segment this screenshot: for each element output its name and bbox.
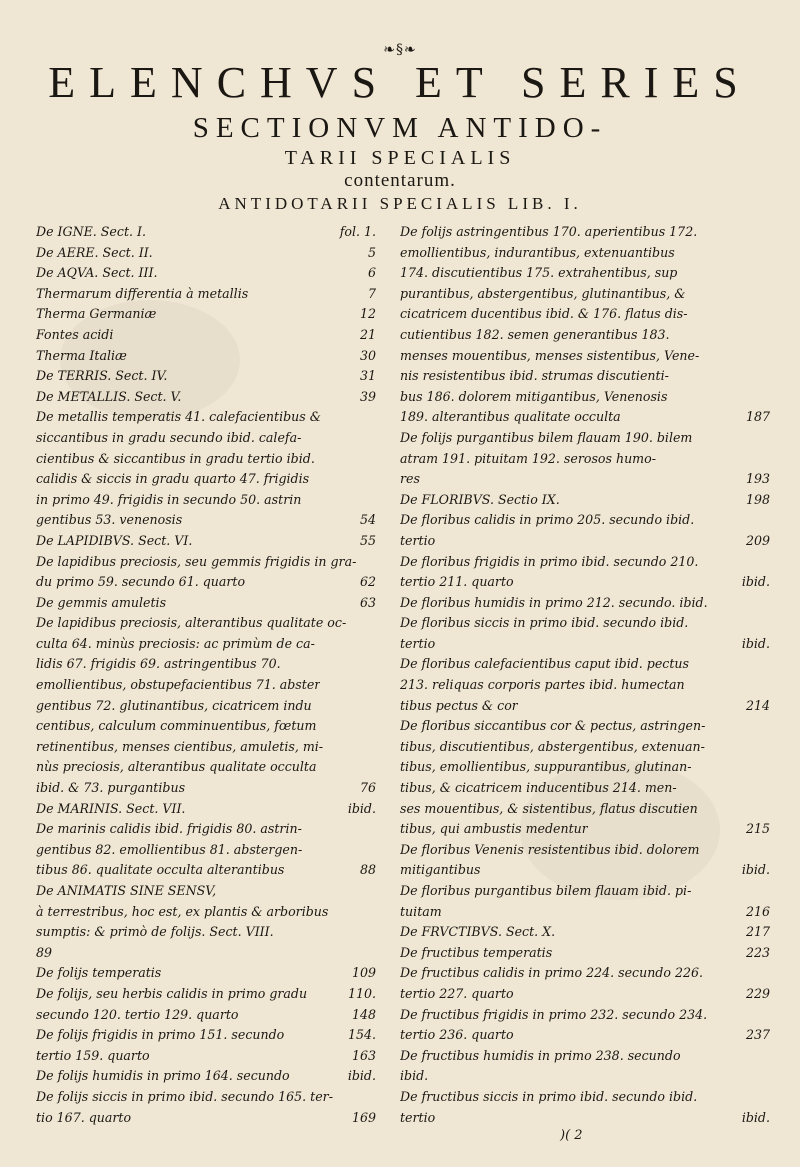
- index-entry: [400, 819, 770, 840]
- running-head: ANTIDOTARII SPECIALIS LIB. I.: [218, 194, 582, 213]
- catchword: )( 2: [560, 1128, 583, 1143]
- entry-page: 30: [359, 347, 376, 363]
- index-entry: [400, 531, 770, 552]
- index-entry: [36, 819, 376, 840]
- entry-page: 88: [359, 862, 376, 878]
- entry-text: tertio 211. quarto: [400, 574, 514, 590]
- entry-text: De folijs astringentibus 170. aperientibus 172.: [400, 224, 698, 239]
- index-entry: [36, 1046, 376, 1067]
- entry-text: De AQVA. Sect. III.: [36, 265, 158, 281]
- entry-page: 215: [745, 821, 770, 837]
- index-entry: [36, 263, 376, 284]
- entry-text: De folijs purgantibus bilem flauam 190. bilem: [400, 429, 693, 445]
- entry-page: 109: [351, 965, 376, 981]
- index-entry: [36, 902, 376, 923]
- entry-text: purantibus, abstergentibus, glutinantibus, &: [400, 285, 686, 301]
- entry-text: lidis 67. frigidis 69. astringentibus 70.: [36, 656, 281, 672]
- entry-text: sumptis: & primò de folijs. Sect. VIII.: [36, 924, 274, 940]
- index-entry: [400, 572, 770, 593]
- entry-text: De folijs siccis in primo ibid. secundo 165. ter-: [36, 1088, 333, 1104]
- index-entry: [400, 922, 770, 943]
- header-ornament: ❧§❧: [383, 42, 417, 58]
- entry-text: De fructibus calidis in primo 224. secundo 226.: [400, 965, 704, 981]
- index-entry: [36, 675, 376, 696]
- entry-page: 148: [351, 1006, 376, 1022]
- entry-text: Thermarum differentia à metallis: [36, 285, 249, 301]
- index-entry: [400, 1005, 770, 1026]
- index-entry: [36, 572, 376, 593]
- entry-text: du primo 59. secundo 61. quarto: [36, 574, 246, 590]
- index-entry: [400, 1066, 770, 1087]
- index-entry: [400, 1087, 770, 1108]
- index-entry: [36, 366, 376, 387]
- entry-text: siccantibus in gradu secundo ibid. calefa-: [36, 429, 302, 445]
- title-line-2: SECTIONVM ANTIDO-: [192, 112, 608, 144]
- index-entry: [36, 1087, 376, 1108]
- index-entry: [36, 716, 376, 737]
- index-entry: [400, 737, 770, 758]
- index-entry: [36, 984, 376, 1005]
- entry-text: tertio 159. quarto: [36, 1047, 150, 1063]
- entry-text: retinentibus, menses cientibus, amuletis, mi-: [36, 738, 324, 754]
- index-entry: [36, 860, 376, 881]
- index-entry: [36, 881, 376, 902]
- index-entry: [36, 799, 376, 820]
- entry-text: De lapidibus preciosis, alterantibus qualitate oc-: [36, 615, 347, 631]
- entry-page: 21: [359, 326, 376, 342]
- entry-page: ibid.: [741, 862, 770, 878]
- entry-page: 7: [367, 285, 376, 301]
- index-entry: [400, 263, 770, 284]
- entry-text: tibus, discutientibus, abstergentibus, extenuan-: [400, 738, 705, 754]
- entry-page: 216: [745, 903, 770, 919]
- entry-text: Therma Italiæ: [36, 347, 127, 363]
- entry-page: 63: [359, 594, 376, 610]
- index-entry: [36, 634, 376, 655]
- entry-text: 189. alterantibus qualitate occulta: [400, 409, 621, 425]
- index-entry: [400, 963, 770, 984]
- entry-text: calidis & siccis in gradu quarto 47. frigidis: [36, 471, 310, 487]
- entry-page: 5: [367, 244, 376, 260]
- entry-text: tertio 227. quarto: [400, 985, 514, 1001]
- entry-text: emollientibus, obstupefacientibus 71. abster: [36, 677, 321, 693]
- index-entry: [36, 243, 376, 264]
- index-entry: [36, 407, 376, 428]
- index-entry: [400, 325, 770, 346]
- index-entry: [400, 1025, 770, 1046]
- entry-text: De IGNE. Sect. I.: [36, 224, 146, 239]
- entry-text: De fructibus humidis in primo 238. secundo: [400, 1047, 681, 1063]
- entry-text: De floribus purgantibus bilem flauam ibid. pi-: [400, 883, 692, 898]
- index-entry: [36, 325, 376, 346]
- entry-text: 89: [36, 944, 53, 960]
- entry-page: 54: [359, 512, 376, 528]
- index-entry: [400, 1046, 770, 1067]
- index-entry: [400, 675, 770, 696]
- entry-text: cutientibus 182. semen generantibus 183.: [400, 326, 670, 342]
- entry-text: tibus, qui ambustis medentur: [400, 821, 588, 837]
- index-entry: [400, 757, 770, 778]
- entry-text: De lapidibus preciosis, seu gemmis frigidis in gra-: [36, 553, 357, 569]
- entry-text: De gemmis amuletis: [36, 594, 167, 610]
- index-entry: [36, 510, 376, 531]
- entry-text: atram 191. pituitam 192. serosos humo-: [400, 450, 656, 466]
- index-entry: [400, 654, 770, 675]
- index-entry: [400, 490, 770, 511]
- entry-text: De AERE. Sect. II.: [36, 244, 153, 260]
- index-entry: [36, 1005, 376, 1026]
- entry-text: centibus, calculum comminuentibus, fœtum: [36, 718, 317, 734]
- entry-text: ibid. & 73. purgantibus: [36, 780, 186, 796]
- entry-text: emollientibus, indurantibus, extenuantibus: [400, 244, 675, 260]
- index-entry: [400, 243, 770, 264]
- index-entry: [400, 428, 770, 449]
- entry-text: De ANIMATIS SINE SENSV,: [36, 883, 217, 898]
- entry-page: ibid.: [347, 800, 376, 816]
- index-right-column: [400, 222, 770, 1128]
- entry-text: 213. reliquas corporis partes ibid. humectan: [400, 677, 685, 693]
- entry-text: De folijs humidis in primo 164. secundo: [36, 1068, 290, 1084]
- entry-page: 217: [745, 924, 770, 940]
- entry-text: De LAPIDIBVS. Sect. VI.: [36, 532, 193, 548]
- entry-page: 198: [745, 491, 770, 507]
- entry-text: De metallis temperatis 41. calefacientibus &: [36, 409, 321, 425]
- entry-page: 154.: [347, 1027, 376, 1043]
- index-entry: [36, 346, 376, 367]
- index-entry: [400, 716, 770, 737]
- index-entry: [36, 757, 376, 778]
- entry-text: De folijs, seu herbis calidis in primo gradu: [36, 985, 308, 1001]
- index-entry: [400, 346, 770, 367]
- index-left-column: [36, 222, 376, 1128]
- entry-page: 214: [745, 697, 770, 713]
- entry-text: De folijs temperatis: [36, 965, 162, 981]
- index-entry: [400, 407, 770, 428]
- entry-text: tibus 86. qualitate occulta alterantibus: [36, 862, 285, 878]
- entry-text: De marinis calidis ibid. frigidis 80. astrin-: [36, 821, 302, 837]
- index-entry: [400, 449, 770, 470]
- index-entry: [36, 593, 376, 614]
- entry-text: secundo 120. tertio 129. quarto: [36, 1006, 239, 1022]
- index-entry: [36, 696, 376, 717]
- index-entry: [36, 613, 376, 634]
- entry-text: De floribus siccis in primo ibid. secundo ibid.: [400, 615, 689, 631]
- entry-page: 223: [745, 944, 770, 960]
- entry-text: De floribus siccantibus cor & pectus, astringen-: [400, 718, 706, 734]
- entry-page: 229: [745, 985, 770, 1001]
- entry-text: nùs preciosis, alterantibus qualitate occulta: [36, 759, 317, 775]
- entry-page: 169: [351, 1109, 376, 1125]
- index-entry: [400, 284, 770, 305]
- title-line-4: contentarum.: [344, 170, 456, 191]
- entry-text: De floribus humidis in primo 212. secundo. ibid.: [400, 594, 708, 610]
- index-entry: [400, 552, 770, 573]
- entry-text: mitigantibus: [400, 862, 481, 878]
- index-entry: [36, 922, 376, 943]
- entry-text: cientibus & siccantibus in gradu tertio ibid.: [36, 450, 315, 466]
- entry-text: ibid.: [400, 1068, 429, 1084]
- index-entry: [400, 469, 770, 490]
- index-entry: [36, 222, 376, 243]
- entry-page: ibid.: [741, 635, 770, 651]
- entry-text: De fructibus frigidis in primo 232. secundo 234.: [400, 1006, 708, 1022]
- entry-text: Therma Germaniæ: [36, 306, 157, 322]
- entry-text: De floribus calefacientibus caput ibid. pectus: [400, 656, 689, 672]
- entry-page: 209: [745, 532, 770, 548]
- entry-text: ses mouentibus, & sistentibus, flatus discutien: [400, 800, 698, 816]
- entry-text: tibus, & cicatricem inducentibus 214. men-: [400, 780, 677, 796]
- index-entry: [400, 304, 770, 325]
- index-entry: [400, 613, 770, 634]
- entry-page: fol. 1.: [339, 224, 376, 239]
- index-entry: [400, 778, 770, 799]
- entry-text: De floribus frigidis in primo ibid. secundo 210.: [400, 553, 699, 569]
- entry-page: ibid.: [741, 574, 770, 590]
- index-entry: [36, 654, 376, 675]
- index-entry: [36, 428, 376, 449]
- entry-text: 174. discutientibus 175. extrahentibus, sup: [400, 265, 678, 281]
- entry-text: res: [400, 471, 420, 487]
- index-entry: [400, 902, 770, 923]
- index-entry: [400, 860, 770, 881]
- entry-text: cicatricem ducentibus ibid. & 176. flatus dis-: [400, 306, 688, 322]
- entry-page: ibid.: [741, 1109, 770, 1125]
- entry-page: 39: [359, 388, 376, 404]
- entry-text: De fructibus siccis in primo ibid. secundo ibid.: [400, 1088, 698, 1104]
- entry-text: De MARINIS. Sect. VII.: [36, 800, 186, 816]
- index-entry: [36, 552, 376, 573]
- entry-text: Fontes acidi: [36, 326, 114, 342]
- entry-text: tertio 236. quarto: [400, 1027, 514, 1043]
- entry-text: De FRVCTIBVS. Sect. X.: [400, 924, 556, 940]
- entry-page: 163: [351, 1047, 376, 1063]
- index-entry: [36, 778, 376, 799]
- index-entry: [36, 737, 376, 758]
- entry-text: nis resistentibus ibid. strumas discutienti-: [400, 368, 669, 384]
- entry-text: menses mouentibus, menses sistentibus, Vene-: [400, 347, 700, 363]
- index-entry: [400, 984, 770, 1005]
- index-entry: [400, 634, 770, 655]
- entry-page: 187: [745, 409, 770, 425]
- entry-page: 55: [359, 532, 376, 548]
- entry-text: De folijs frigidis in primo 151. secundo: [36, 1027, 285, 1043]
- entry-text: gentibus 53. venenosis: [36, 512, 183, 528]
- entry-text: De FLORIBVS. Sectio IX.: [400, 491, 560, 507]
- index-entry: [36, 943, 376, 964]
- index-entry: [400, 1108, 770, 1129]
- index-entry: [400, 366, 770, 387]
- entry-text: De TERRIS. Sect. IV.: [36, 368, 168, 384]
- index-entry: [36, 490, 376, 511]
- index-entry: [36, 531, 376, 552]
- index-entry: [400, 696, 770, 717]
- index-entry: [36, 304, 376, 325]
- entry-page: 237: [745, 1027, 770, 1043]
- index-entry: [36, 1025, 376, 1046]
- entry-page: 31: [359, 368, 376, 384]
- entry-text: tibus pectus & cor: [400, 697, 518, 713]
- index-entry: [36, 840, 376, 861]
- entry-text: bus 186. dolorem mitigantibus, Venenosis: [400, 388, 668, 404]
- entry-text: De floribus Venenis resistentibus ibid. dolorem: [400, 841, 700, 857]
- entry-text: De floribus calidis in primo 205. secundo ibid.: [400, 512, 695, 528]
- title-line-1: ELENCHVS ET SERIES: [48, 58, 752, 107]
- index-entry: [36, 469, 376, 490]
- entry-text: tertio: [400, 635, 436, 651]
- index-entry: [400, 799, 770, 820]
- index-entry: [400, 943, 770, 964]
- entry-text: culta 64. minùs preciosis: ac primùm de ca-: [36, 635, 315, 651]
- entry-text: gentibus 72. glutinantibus, cicatricem indu: [36, 697, 312, 713]
- index-entry: [36, 449, 376, 470]
- entry-text: tertio: [400, 1109, 436, 1125]
- index-entry: [400, 510, 770, 531]
- entry-text: tuitam: [400, 903, 442, 919]
- entry-text: De fructibus temperatis: [400, 944, 553, 960]
- entry-text: tio 167. quarto: [36, 1109, 132, 1125]
- entry-page: 62: [359, 574, 376, 590]
- index-entry: [400, 840, 770, 861]
- index-entry: [36, 1108, 376, 1129]
- index-entry: [36, 963, 376, 984]
- entry-page: 12: [359, 306, 376, 322]
- index-entry: [400, 881, 770, 902]
- entry-text: in primo 49. frigidis in secundo 50. astrin: [36, 491, 302, 507]
- entry-page: 76: [359, 780, 376, 796]
- entry-text: tertio: [400, 532, 436, 548]
- index-entry: [400, 222, 770, 243]
- entry-page: 110.: [347, 985, 376, 1001]
- index-entry: [36, 284, 376, 305]
- index-entry: [400, 593, 770, 614]
- index-entry: [36, 387, 376, 408]
- entry-page: ibid.: [347, 1068, 376, 1084]
- entry-page: 6: [367, 265, 376, 281]
- entry-text: à terrestribus, hoc est, ex plantis & arboribus: [36, 903, 329, 919]
- entry-page: 193: [745, 471, 770, 487]
- entry-text: gentibus 82. emollientibus 81. abstergen-: [36, 841, 303, 857]
- title-line-3: TARII SPECIALIS: [284, 147, 516, 169]
- index-entry: [400, 387, 770, 408]
- entry-text: De METALLIS. Sect. V.: [36, 388, 182, 404]
- index-entry: [36, 1066, 376, 1087]
- entry-text: tibus, emollientibus, suppurantibus, glutinan-: [400, 759, 692, 775]
